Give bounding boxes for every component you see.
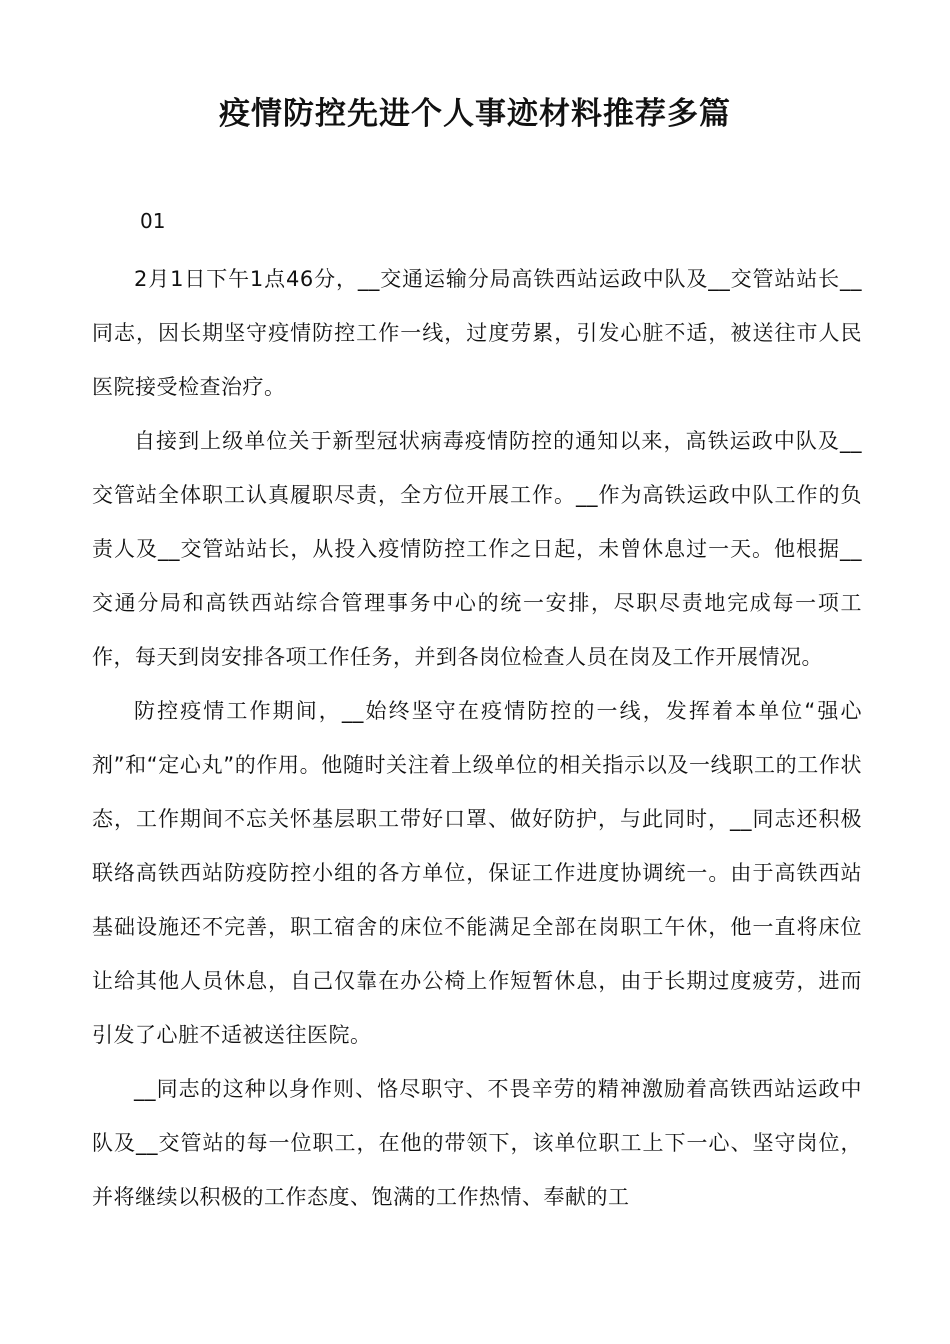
document-body	[92, 252, 862, 1224]
paragraph-2: 自接到上级单位关于新型冠状病毒疫情防控的通知以来，高铁运政中队及__交管站全体职工认真履职尽责，全方位开展工作。__作为高铁运政中队工作的负责人及__交管站站长，从投入疫情防控工作之日起，未曾休息过一天。他根据__交通分局和高铁西站综合管理事务中心的统一安排，尽职尽责地完成每一项工作，每天到岗安排各项工作任务，并到各岗位检查人员在岗及工作开展情况。	[92, 429, 862, 669]
section-number: 01	[140, 209, 166, 233]
paragraph-1: 2月1日下午1点46分，__交通运输分局高铁西站运政中队及__交管站站长__同志，因长期坚守疫情防控工作一线，过度劳累，引发心脏不适，被送往市人民医院接受检查治疗。	[92, 267, 862, 399]
paragraph-3: 防控疫情工作期间，__始终坚守在疫情防控的一线，发挥着本单位“强心剂”和“定心丸”的作用。他随时关注着上级单位的相关指示以及一线职工的工作状态，工作期间不忘关怀基层职工带好口罩、做好防护，与此同时，__同志还积极联络高铁西站防疫防控小组的各方单位，保证工作进度协调统一。由于高铁西站基础设施还不完善，职工宿舍的床位不能满足全部在岗职工午休，他一直将床位让给其他人员休息，自己仅靠在办公椅上作短暂休息，由于长期过度疲劳，进而引发了心脏不适被送往医院。	[92, 699, 862, 1047]
document-title: 疫情防控先进个人事迹材料推荐多篇	[219, 96, 731, 132]
paragraph-4: __同志的这种以身作则、恪尽职守、不畏辛劳的精神激励着高铁西站运政中队及__交管站的每一位职工，在他的带领下，该单位职工上下一心、坚守岗位，并将继续以积极的工作态度、饱满的工作热情、奉献的工	[92, 1077, 862, 1209]
